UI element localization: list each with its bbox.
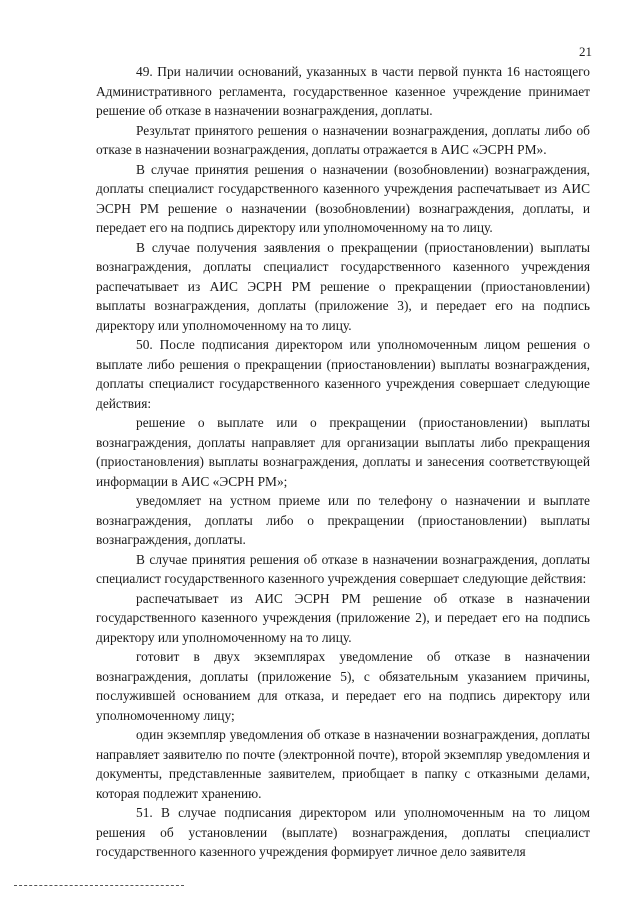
paragraph-action-notify: уведомляет на устном приеме или по телефону о назначении и выплате вознаграждения, доплаты либо о прекращении (приостановлении) выплаты вознаграждения, доплаты. [96,493,590,547]
paragraph-action-prepare-notice: готовит в двух экземплярах уведомление об отказе в назначении вознаграждения, доплаты (приложение 5), с обязательным указанием причины, послужившей основанием для отказа, и передает его на подпись директору или уполномоченному лицу; [96,649,590,723]
paragraph-action-send-notice: один экземпляр уведомления об отказе в назначении вознаграждения, доплаты направляет заявителю по почте (электронной почте), второй экземпляр уведомления и документы, представленные заявителем, приобщает в папку с отказными делами, которая подлежит хранению. [96,727,590,801]
paragraph-termination-case: В случае получения заявления о прекращении (приостановлении) выплаты вознаграждения, доплаты специалист государственного казенного учреждения распечатывает из АИС ЭСРН РМ решение о прекращении (приостановлении) выплаты вознаграждения, доплаты (приложение 3), и передает его на подпись директору или уполномоченному на то лицу. [96,239,590,333]
paragraph-action-print-refusal: распечатывает из АИС ЭСРН РМ решение об отказе в назначении государственного казенного учреждения (приложение 2), и передает его на подпись директору или уполномоченному на то лицу. [96,590,590,645]
paragraph-assignment-case: В случае принятия решения о назначении (возобновлении) вознаграждения, доплаты специалист государственного казенного учреждения распечатывает из АИС ЭСРН РМ решение о назначении (возобновлении) вознаграждения, доплаты, и передает его на подпись директору или уполномоченному на то лицу. [96,161,590,235]
paragraph-51: 51. В случае подписания директором или уполномоченным на то лицом решения об установлении (выплате) вознаграждения, доплаты специалист государственного казенного учреждения формирует личное дело заявителя [96,805,590,859]
paragraph-refusal-case: В случае принятия решения об отказе в назначении вознаграждения, доплаты специалист государственного казенного учреждения совершает следующие действия: [96,551,590,586]
page-number: 21 [579,44,592,59]
paragraph-action-payment-decision: решение о выплате или о прекращении (приостановлении) выплаты вознаграждения, доплаты направляет для организации выплаты либо прекращения (приостановления) выплаты вознаграждения, доплаты и занесения соответствующей информации в АИС «ЭСРН РМ»; [96,415,590,489]
paragraph-49: 49. При наличии оснований, указанных в части первой пункта 16 настоящего Административного регламента, государственное казенное учреждение принимает решение об отказе в назначении вознаграждения, доплаты. [96,64,590,118]
paragraph-result: Результат принятого решения о назначении вознаграждения, доплаты либо об отказе в назначении вознаграждения, доплаты отражается в АИС «ЭСРН РМ». [96,122,590,157]
document-body [96,62,590,862]
footer-divider [14,885,184,886]
paragraph-50: 50. После подписания директором или уполномоченным лицом решения о выплате либо решения о прекращении (приостановлении) выплаты вознаграждения, доплаты специалист государственного казенного учреждения совершает следующие действия: [96,337,590,411]
